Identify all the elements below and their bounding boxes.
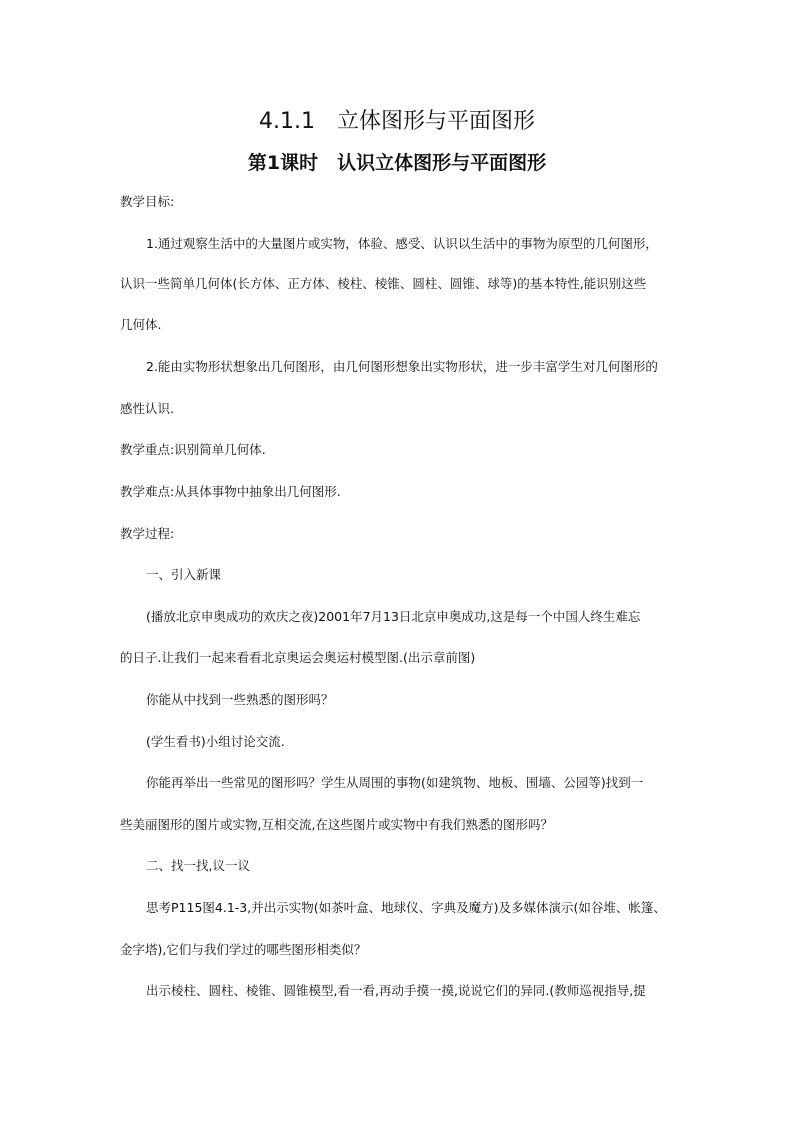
step-heading: 一、引入新课 [146,567,222,582]
difficulty-line: 教学难点:从具体事物中抽象出几何图形. [120,484,341,499]
paragraph-line: 些美丽图形的图片或实物,互相交流,在这些图片或实物中有我们熟悉的图形吗？ [120,817,553,832]
paragraph-line: 认识一些简单几何体(长方体、正方体、棱柱、棱锥、圆柱、圆锥、球等)的基本特性,能识别这些 [120,276,647,291]
paragraph-line: (学生看书)小组讨论交流. [146,734,285,749]
paragraph-line: 的日子.让我们一起来看看北京奥运会奥运村模型图.(出示章前图) [120,650,476,665]
lesson-title: 4.1.1 立体图形与平面图形 [259,109,535,134]
step-heading: 二、找一找,议一议 [146,858,250,873]
paragraph-line: (播放北京申奥成功的欢庆之夜)2001年7月13日北京申奥成功,这是每一个中国人终生难忘 [146,609,641,624]
paragraph-line: 出示棱柱、圆柱、棱锥、圆锥模型,看一看,再动手摸一摸,说说它们的异同.(教师巡视指导,提 [146,983,646,998]
lesson-subtitle: 第1课时 认识立体图形与平面图形 [247,152,547,174]
paragraph-line: 思考P115图4.1-3,并出示实物(如茶叶盒、地球仪、字典及魔方)及多媒体演示(如谷堆、帐篷、 [146,900,666,915]
paragraph-line: 感性认识. [120,401,174,416]
paragraph-line: 你能从中找到一些熟悉的图形吗？ [146,692,334,707]
section-heading-process: 教学过程: [120,526,175,541]
paragraph-line: 1.通过观察生活中的大量图片或实物，体验、感受、认识以生活中的事物为原型的几何图形， [146,236,658,251]
paragraph-line: 几何体. [120,317,162,332]
paragraph-line: 金字塔),它们与我们学过的哪些图形相类似？ [120,942,367,957]
paragraph-line: 你能再举出一些常见的图形吗？学生从周围的事物(如建筑物、地板、围墙、公园等)找到一 [146,775,644,790]
section-heading-objectives: 教学目标: [120,194,175,209]
key-point-line: 教学重点:识别简单几何体. [120,442,266,457]
paragraph-line: 2.能由实物形状想象出几何图形，由几何图形想象出实物形状，进一步丰富学生对几何图形的 [146,359,658,374]
